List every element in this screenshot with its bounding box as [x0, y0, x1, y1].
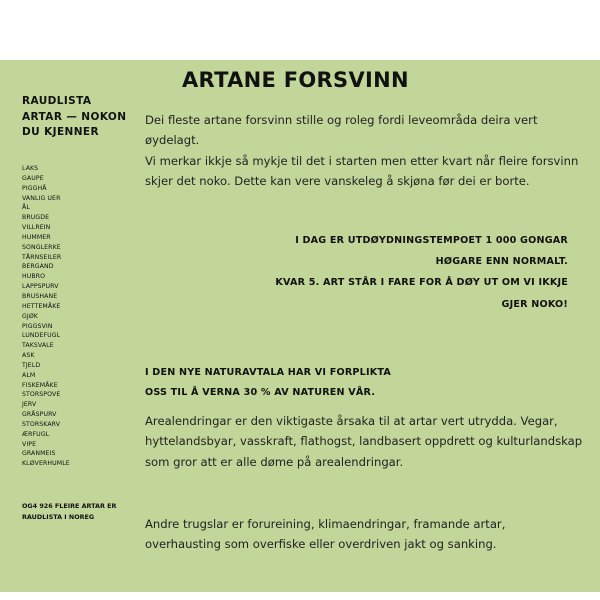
- species-item: KLØVERHUMLE: [22, 460, 70, 468]
- species-item: TAKSVALE: [22, 342, 54, 350]
- intro-paragraph: [145, 110, 585, 192]
- species-item: BRUSHANE: [22, 292, 58, 300]
- species-item: JERV: [22, 401, 37, 409]
- species-item: GJØK: [22, 312, 38, 320]
- nature-pledge: [145, 363, 445, 403]
- species-item: VIPE: [22, 440, 37, 448]
- species-item: ÆRFUGL: [22, 430, 50, 438]
- species-item: GRANMEIS: [22, 450, 56, 458]
- other-threats-paragraph: Andre trugslar er forureining, klimaendringar, framande artar, overhausting som overfiske eller overdriven jakt og sanking.: [145, 517, 506, 552]
- extinction-warning: [188, 230, 568, 315]
- species-item: ÅL: [22, 204, 30, 212]
- species-item: HETTEMÅKE: [22, 302, 61, 310]
- species-item: GAUPE: [22, 174, 44, 182]
- species-item: VILLREIN: [22, 224, 51, 232]
- intro-line: Vi merkar ikkje så mykje til det i starten men etter kvart når fleire forsvinn skjer det noko. Dette kan vere vanskeleg å skjøna før dei er borte.: [145, 153, 579, 189]
- species-item: SONGLERKE: [22, 243, 61, 251]
- species-item: VANLIG UER: [22, 194, 61, 202]
- warning-line: HØGARE ENN NORMALT.: [435, 256, 568, 268]
- species-item: STORSPOVE: [22, 391, 61, 399]
- species-item: ASK: [22, 352, 35, 360]
- species-item: HUMMER: [22, 233, 51, 241]
- species-item: TÅRNSEILER: [22, 253, 62, 261]
- species-item: FISKEMÅKE: [22, 381, 58, 389]
- warning-line: GJER NOKO!: [501, 298, 568, 310]
- species-list: [22, 164, 70, 469]
- species-item: TJELD: [22, 361, 41, 369]
- species-item: BERGAND: [22, 263, 54, 271]
- species-item: PIGGHÅ: [22, 184, 47, 192]
- sidebar-footer: OG4 926 FLEIRE ARTAR ER RAUDLISTA I NOREG: [22, 502, 117, 521]
- species-item: HUBRO: [22, 273, 46, 281]
- species-item: ALM: [22, 371, 36, 379]
- page-title: ARTANE FORSVINN: [182, 68, 409, 92]
- sidebar-heading: RAUDLISTA ARTAR — NOKON DU KJENNER: [22, 95, 127, 139]
- pledge-line: I DEN NYE NATURAVTALA HAR VI FORPLIKTA: [145, 367, 391, 378]
- warning-line: I DAG ER UTDØYDNINGSTEMPOET 1 000 GONGAR: [295, 235, 568, 246]
- species-item: LAKS: [22, 165, 39, 172]
- warning-line: KVAR 5. ART STÅR I FARE FOR Å DØY UT OM VI IKKJE: [275, 277, 568, 289]
- species-item: BRUGDE: [22, 214, 50, 222]
- pledge-line: OSS TIL Å VERNA 30 % AV NATUREN VÅR.: [145, 387, 376, 399]
- species-item: PIGGSVIN: [22, 322, 53, 330]
- species-item: GRÅSPURV: [22, 411, 57, 419]
- causes-paragraph: Arealendringar er den viktigaste årsaka til at artar vert utrydda. Vegar, hyttelandsbyar, vasskraft, flathogst, landbasert oppdrett og kulturlandskap som gror att er alle døme på arealendringar.: [145, 414, 583, 469]
- species-item: STORSKARV: [22, 420, 61, 428]
- intro-line: Dei fleste artane forsvinn stille og roleg fordi leveområda deira vert øydelagt.: [145, 113, 538, 148]
- species-item: LUNDEFUGL: [22, 332, 61, 340]
- species-item: LAPPSPURV: [22, 283, 59, 291]
